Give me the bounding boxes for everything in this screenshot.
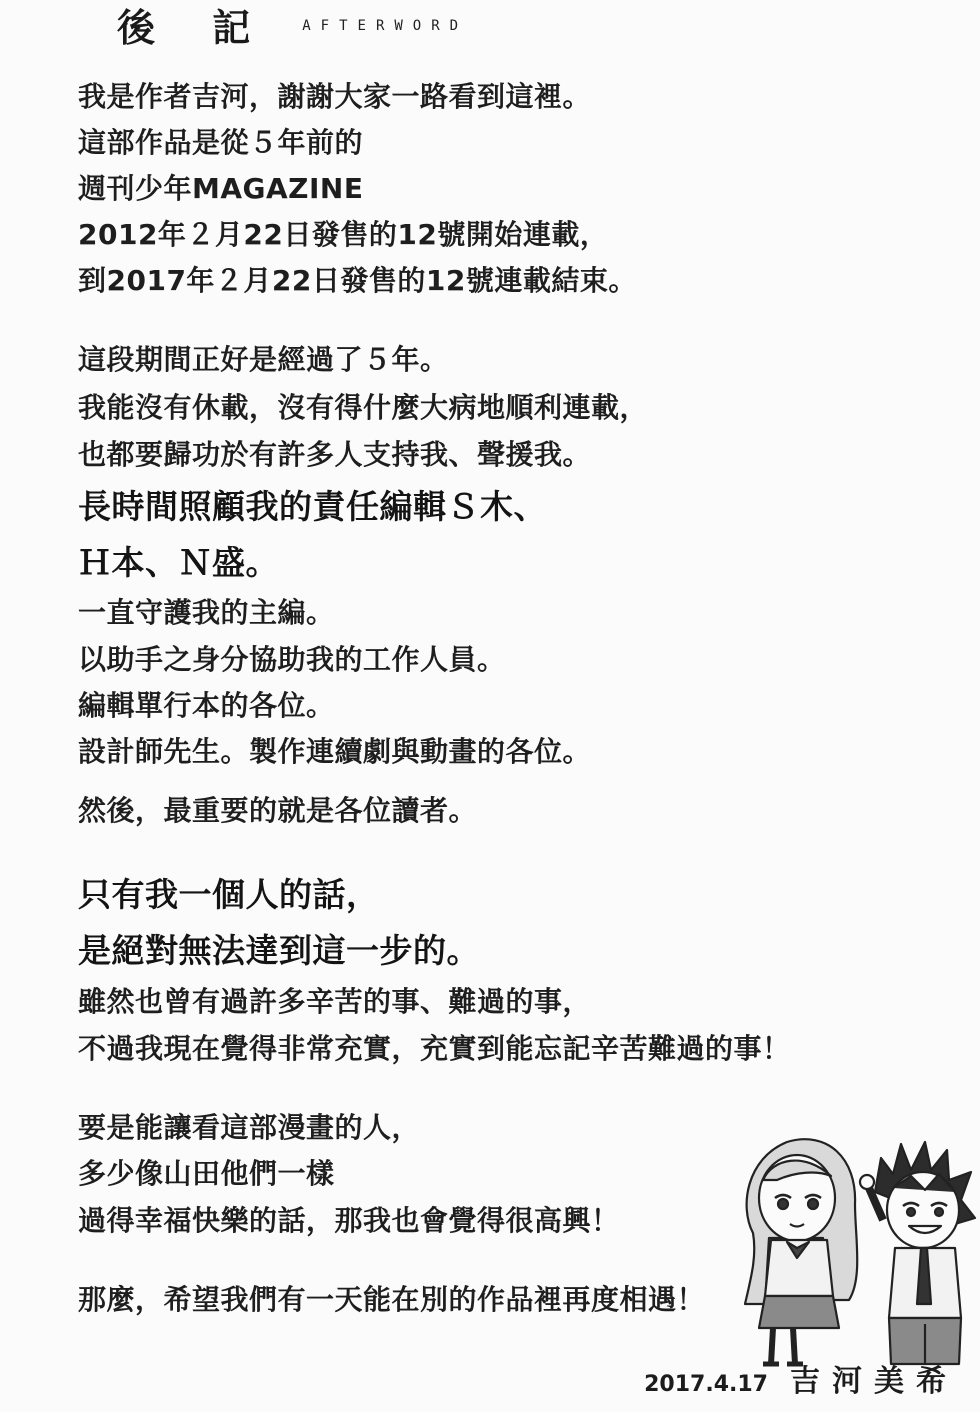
text-line: 這部作品是從５年前的: [78, 126, 364, 159]
author-name: 吉河美希: [790, 1364, 958, 1399]
text-line: 不過我現在覺得非常充實，充實到能忘記辛苦難過的事！: [78, 1032, 791, 1065]
boy-character: [860, 1142, 975, 1364]
signature: [644, 1356, 958, 1400]
text-line: 多少像山田他們一樣: [78, 1157, 335, 1190]
signature-date: 2017.4.17: [644, 1372, 768, 1397]
text-line: 2012年２月22日發售的12號開始連載，: [78, 218, 609, 251]
text-line: 要是能讓看這部漫畫的人，: [78, 1111, 421, 1144]
text-line: 一直守護我的主編。: [78, 596, 335, 629]
text-line: 到2017年２月22日發售的12號連載結束。: [78, 264, 637, 297]
text-line: 我能沒有休載，沒有得什麼大病地順利連載，: [78, 391, 649, 424]
chibi-characters-illustration: [735, 1128, 980, 1373]
text-line: 編輯單行本的各位。: [78, 689, 335, 722]
text-line: 然後，最重要的就是各位讀者。: [78, 794, 478, 827]
text-line: 雖然也曾有過許多辛苦的事、難過的事，: [78, 985, 592, 1018]
text-line: 過得幸福快樂的話，那我也會覺得很高興！: [78, 1204, 620, 1237]
page-header: [117, 0, 468, 48]
text-line-emphasis: Ｈ本、Ｎ盛。: [78, 543, 279, 582]
text-line: 那麼，希望我們有一天能在別的作品裡再度相遇！: [78, 1283, 706, 1316]
text-line: 我是作者吉河，謝謝大家一路看到這裡。: [78, 80, 592, 113]
text-line: 設計師先生。製作連續劇與動畫的各位。: [78, 735, 592, 768]
text-line: 也都要歸功於有許多人支持我、聲援我。: [78, 438, 592, 471]
page-title: 後 記: [117, 4, 273, 50]
text-line: 週刊少年MAGAZINE: [78, 172, 364, 205]
text-line-emphasis: 只有我一個人的話，: [78, 875, 380, 914]
text-line: 這段期間正好是經過了５年。: [78, 343, 449, 376]
girl-character: [745, 1139, 857, 1364]
text-line-emphasis: 長時間照顧我的責任編輯Ｓ木、: [78, 487, 547, 526]
text-line: 以助手之身分協助我的工作人員。: [78, 643, 506, 676]
text-line-emphasis: 是絕對無法達到這一步的。: [78, 931, 480, 970]
page-subtitle: AFTERWORD: [302, 18, 469, 34]
